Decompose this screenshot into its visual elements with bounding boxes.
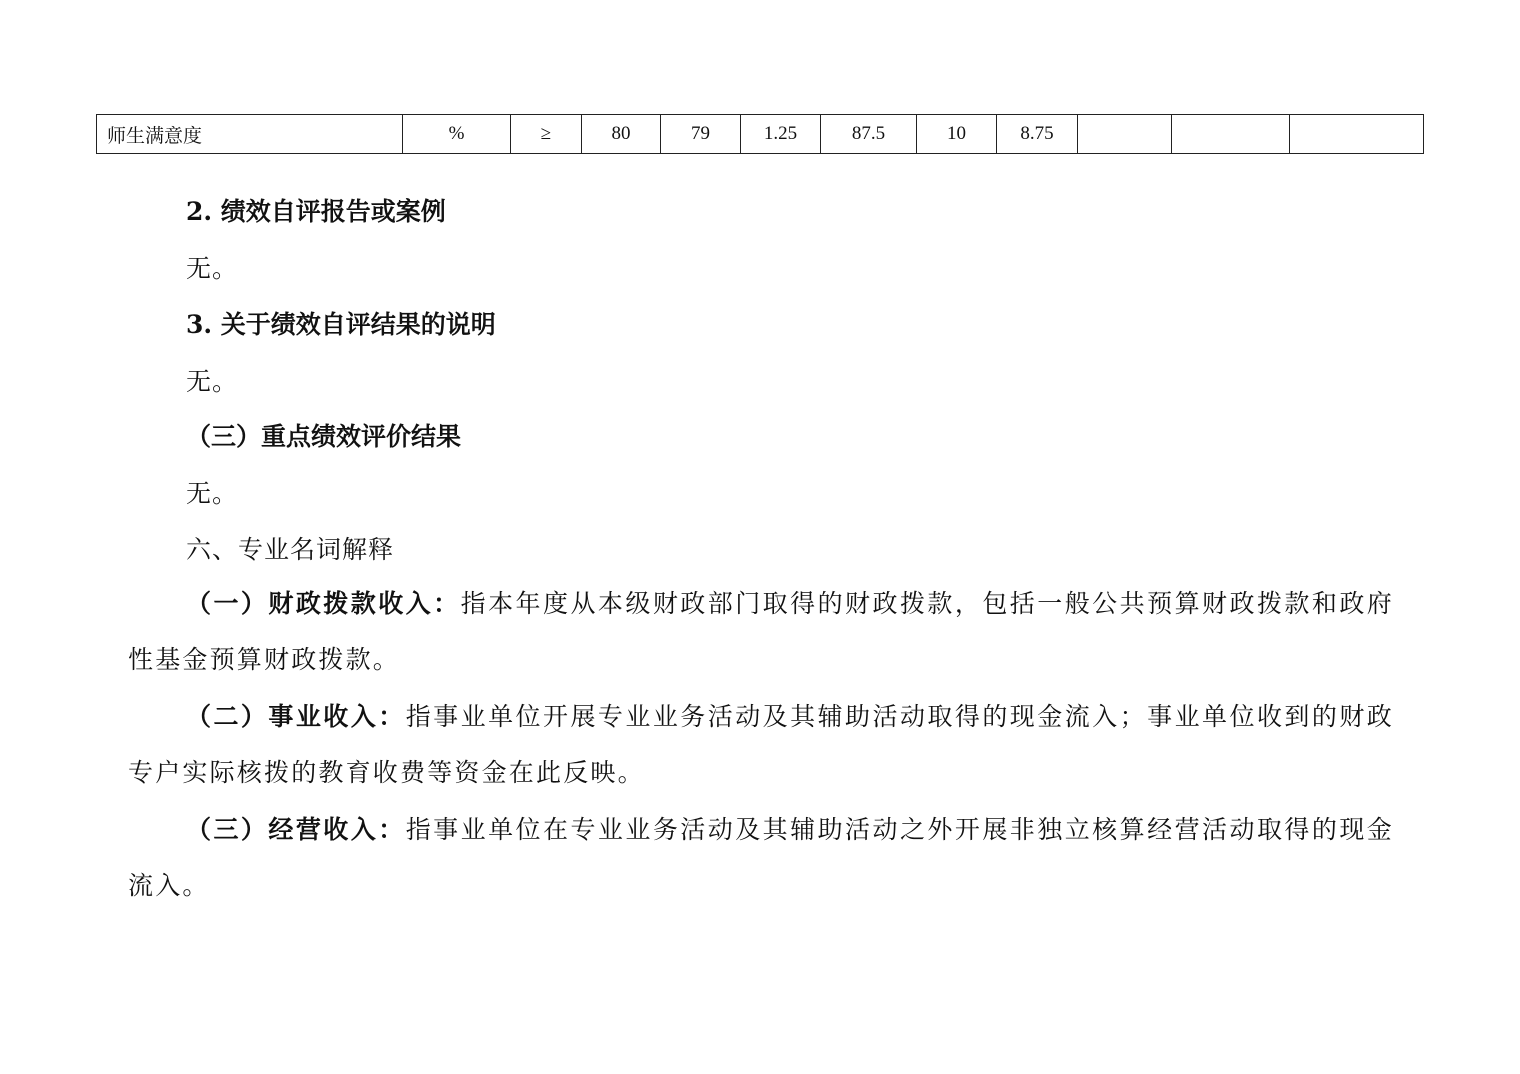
- section-heading-self-evaluation-report: 2. 绩效自评报告或案例: [186, 197, 446, 226]
- section-body-self-evaluation-notes: 无。: [186, 367, 239, 396]
- section-heading-glossary: 六、专业名词解释: [186, 535, 395, 564]
- table-cell-empty: [1078, 115, 1172, 154]
- table-row: [97, 115, 1424, 154]
- definition-term: （三）经营收入：: [186, 815, 406, 844]
- table-cell-empty: [1172, 115, 1290, 154]
- table-cell-unit: %: [403, 115, 511, 154]
- table-cell-target: 80: [582, 115, 661, 154]
- table-cell-operator: ≥: [511, 115, 582, 154]
- performance-table: [96, 114, 1424, 154]
- section-heading-self-evaluation-notes: 3. 关于绩效自评结果的说明: [186, 310, 496, 339]
- definition-text: 指事业单位开展专业业务活动及其辅助活动取得的现金流入；事业单位收到的财政专户实际核拨的教育收费等资金在此反映。: [128, 702, 1394, 787]
- definition-text: 指事业单位在专业业务活动及其辅助活动之外开展非独立核算经营活动取得的现金流入。: [128, 815, 1394, 900]
- table-cell-value: 1.25: [741, 115, 821, 154]
- table-cell-empty: [1290, 115, 1424, 154]
- table-cell-actual: 79: [661, 115, 741, 154]
- section-body-key-evaluation: 无。: [186, 479, 239, 508]
- definition-paragraph: [128, 576, 1394, 688]
- definition-text: 指本年度从本级财政部门取得的财政拨款，包括一般公共预算财政拨款和政府性基金预算财政拨款。: [128, 589, 1394, 674]
- definition-term: （一）财政拨款收入：: [186, 589, 461, 618]
- section-body-self-evaluation-report: 无。: [186, 254, 239, 283]
- section-heading-key-evaluation: （三）重点绩效评价结果: [186, 422, 462, 451]
- table-cell-value: 87.5: [821, 115, 917, 154]
- table-cell-indicator: 师生满意度: [97, 115, 403, 154]
- table-cell-weight: 10: [917, 115, 997, 154]
- table-cell-score: 8.75: [997, 115, 1078, 154]
- definition-term: （二）事业收入：: [186, 702, 406, 731]
- definition-paragraph: [128, 802, 1394, 914]
- definition-paragraph: [128, 689, 1394, 801]
